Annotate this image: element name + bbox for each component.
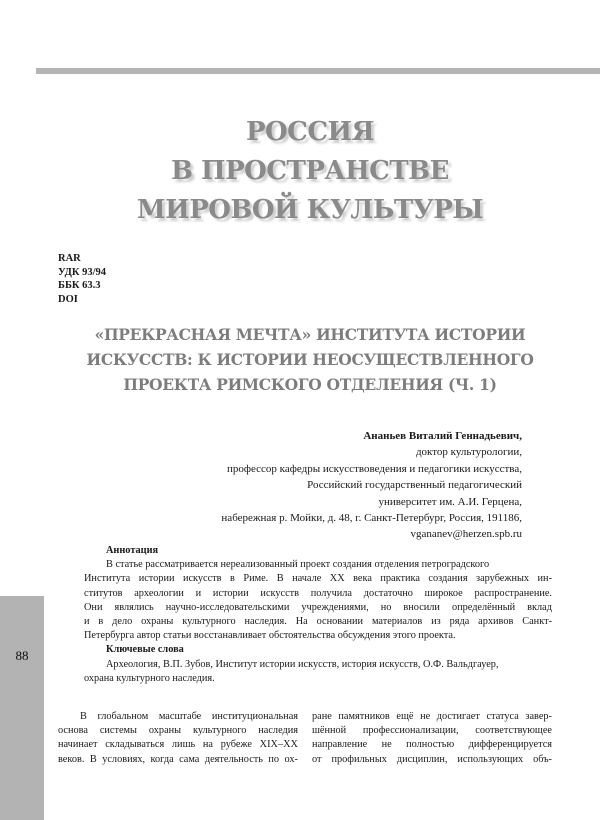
section-title-line: МИРОВОЙ КУЛЬТУРЫ	[136, 195, 484, 225]
body-column-2	[312, 710, 552, 767]
abstract-line: Института истории искусств в Риме. В начале XX века практика создания зарубежных ин-	[84, 573, 552, 585]
section-title-line: РОССИЯ	[245, 117, 375, 147]
rar-code: RAR	[58, 253, 81, 264]
keywords-line: охрана культурного наследия.	[84, 672, 215, 684]
page-number: 88	[15, 648, 29, 663]
abstract-line: ститутов археологии и истории искусств получила достаточно широкое распространение.	[84, 587, 552, 599]
body-line: шённой профессионализации, соответствующее	[312, 725, 552, 737]
body-line: В глобальном масштабе институциональная	[80, 711, 298, 722]
keywords-heading: Ключевые слова	[106, 644, 184, 656]
author-degree: доктор культурологии,	[415, 446, 522, 459]
author-name: Ананьев Виталий Геннадьевич,	[363, 430, 522, 442]
abstract-line: В статье рассматривается нереализованный проект создания отделения петроградского	[106, 559, 490, 571]
section-title-line: В ПРОСТРАНСТВЕ	[171, 156, 449, 186]
author-university: Российский государственный педагогический	[307, 479, 522, 492]
body-line: от профильных дисциплин, использующих объ-	[312, 753, 552, 765]
author-position: профессор кафедры искусствоведения и педагогики искусства,	[227, 462, 522, 475]
body-line: основа системы охраны культурного наследия	[58, 725, 298, 737]
page-edge-bar	[0, 596, 44, 820]
header-rule	[36, 68, 600, 74]
article-title-line: ПРОЕКТА РИМСКОГО ОТДЕЛЕНИЯ (Ч. 1)	[123, 375, 497, 394]
author-address: набережная р. Мойки, д. 48, г. Санкт-Петербург, Россия, 191186,	[221, 512, 522, 525]
abstract-line: Петербурга автор статьи восстанавливает обстоятельства обсуждения этого проекта.	[84, 630, 456, 642]
body-line: начинает складываться лишь на рубеже XIX–XX	[58, 739, 298, 751]
author-email[interactable]: vgananev@herzen.spb.ru	[410, 528, 522, 541]
classification-codes	[58, 252, 106, 306]
abstract-heading: Аннотация	[106, 545, 159, 556]
article-title-line: «ПРЕКРАСНАЯ МЕЧТА» ИНСТИТУТА ИСТОРИИ	[94, 325, 526, 344]
doi-code: DOI	[58, 293, 78, 305]
article-title	[50, 322, 570, 397]
abstract-block	[84, 544, 552, 686]
body-line: веков. В условиях, когда сама деятельность по ох-	[58, 753, 298, 765]
abstract-line: Они являлись научно-исследовательскими учреждениями, но вносили определённый вклад	[84, 601, 552, 613]
body-line: направление не полностью дифференцируется	[312, 739, 552, 751]
article-title-line: ИСКУССТВ: К ИСТОРИИ НЕОСУЩЕСТВЛЕННОГО	[86, 350, 534, 369]
abstract-line: и в дело охраны культурного наследия. На основании материалов из ряда архивов Санкт-	[84, 616, 552, 628]
body-column-1	[58, 710, 298, 767]
keywords-line: Археология, В.П. Зубов, Институт истории искусств, история искусств, О.Ф. Вальдгауер,	[106, 658, 499, 670]
author-university: университет им. А.И. Герцена,	[378, 495, 522, 508]
udk-code: УДК 93/94	[58, 266, 107, 278]
section-title	[100, 113, 520, 230]
author-block	[221, 428, 522, 543]
body-line: ране памятников ещё не достигает статуса завер-	[312, 711, 552, 722]
bbk-code: ББК 63.3	[58, 280, 101, 291]
